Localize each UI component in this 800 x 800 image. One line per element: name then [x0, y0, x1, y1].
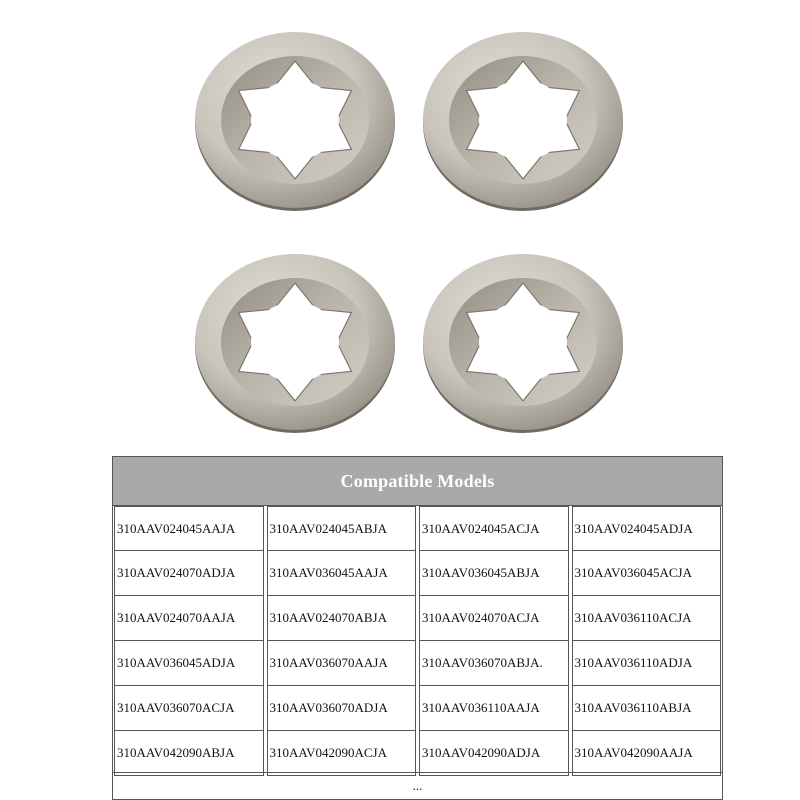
model-number-cell: 310AAV036070ABJA. — [419, 641, 569, 686]
model-number-cell: 310AAV036070ACJA — [114, 686, 264, 731]
model-number-cell: 310AAV042090ADJA — [419, 731, 569, 776]
model-number-cell: 310AAV036110AAJA — [419, 686, 569, 731]
model-number-cell: 310AAV024070ABJA — [267, 596, 417, 641]
table-ellipsis: ... — [113, 772, 722, 799]
star-lock-washer-image — [418, 250, 628, 440]
model-number-cell: 310AAV042090ACJA — [267, 731, 417, 776]
compatible-models-table — [112, 456, 723, 800]
model-number-cell: 310AAV036070ADJA — [267, 686, 417, 731]
model-number-cell: 310AAV024045ABJA — [267, 506, 417, 551]
star-lock-washer-image — [190, 250, 400, 440]
model-number-cell: 310AAV036110ABJA — [572, 686, 722, 731]
model-number-cell: 310AAV024045ACJA — [419, 506, 569, 551]
model-number-cell: 310AAV024070AAJA — [114, 596, 264, 641]
model-number-cell: 310AAV024045ADJA — [572, 506, 722, 551]
model-number-cell: 310AAV036070AAJA — [267, 641, 417, 686]
model-number-cell: 310AAV042090ABJA — [114, 731, 264, 776]
model-number-cell: 310AAV036045AAJA — [267, 551, 417, 596]
model-number-cell: 310AAV036110ACJA — [572, 596, 722, 641]
model-number-cell: 310AAV036110ADJA — [572, 641, 722, 686]
model-number-cell: 310AAV036045ABJA — [419, 551, 569, 596]
compatible-models-title: Compatible Models — [113, 457, 722, 506]
star-lock-washer-image — [418, 28, 628, 218]
model-number-cell: 310AAV024070ACJA — [419, 596, 569, 641]
model-number-cell: 310AAV024070ADJA — [114, 551, 264, 596]
model-number-cell: 310AAV036045ACJA — [572, 551, 722, 596]
star-lock-washer-image — [190, 28, 400, 218]
model-number-cell: 310AAV042090AAJA — [572, 731, 722, 776]
compatible-models-grid — [113, 506, 722, 776]
model-number-cell: 310AAV036045ADJA — [114, 641, 264, 686]
model-number-cell: 310AAV024045AAJA — [114, 506, 264, 551]
